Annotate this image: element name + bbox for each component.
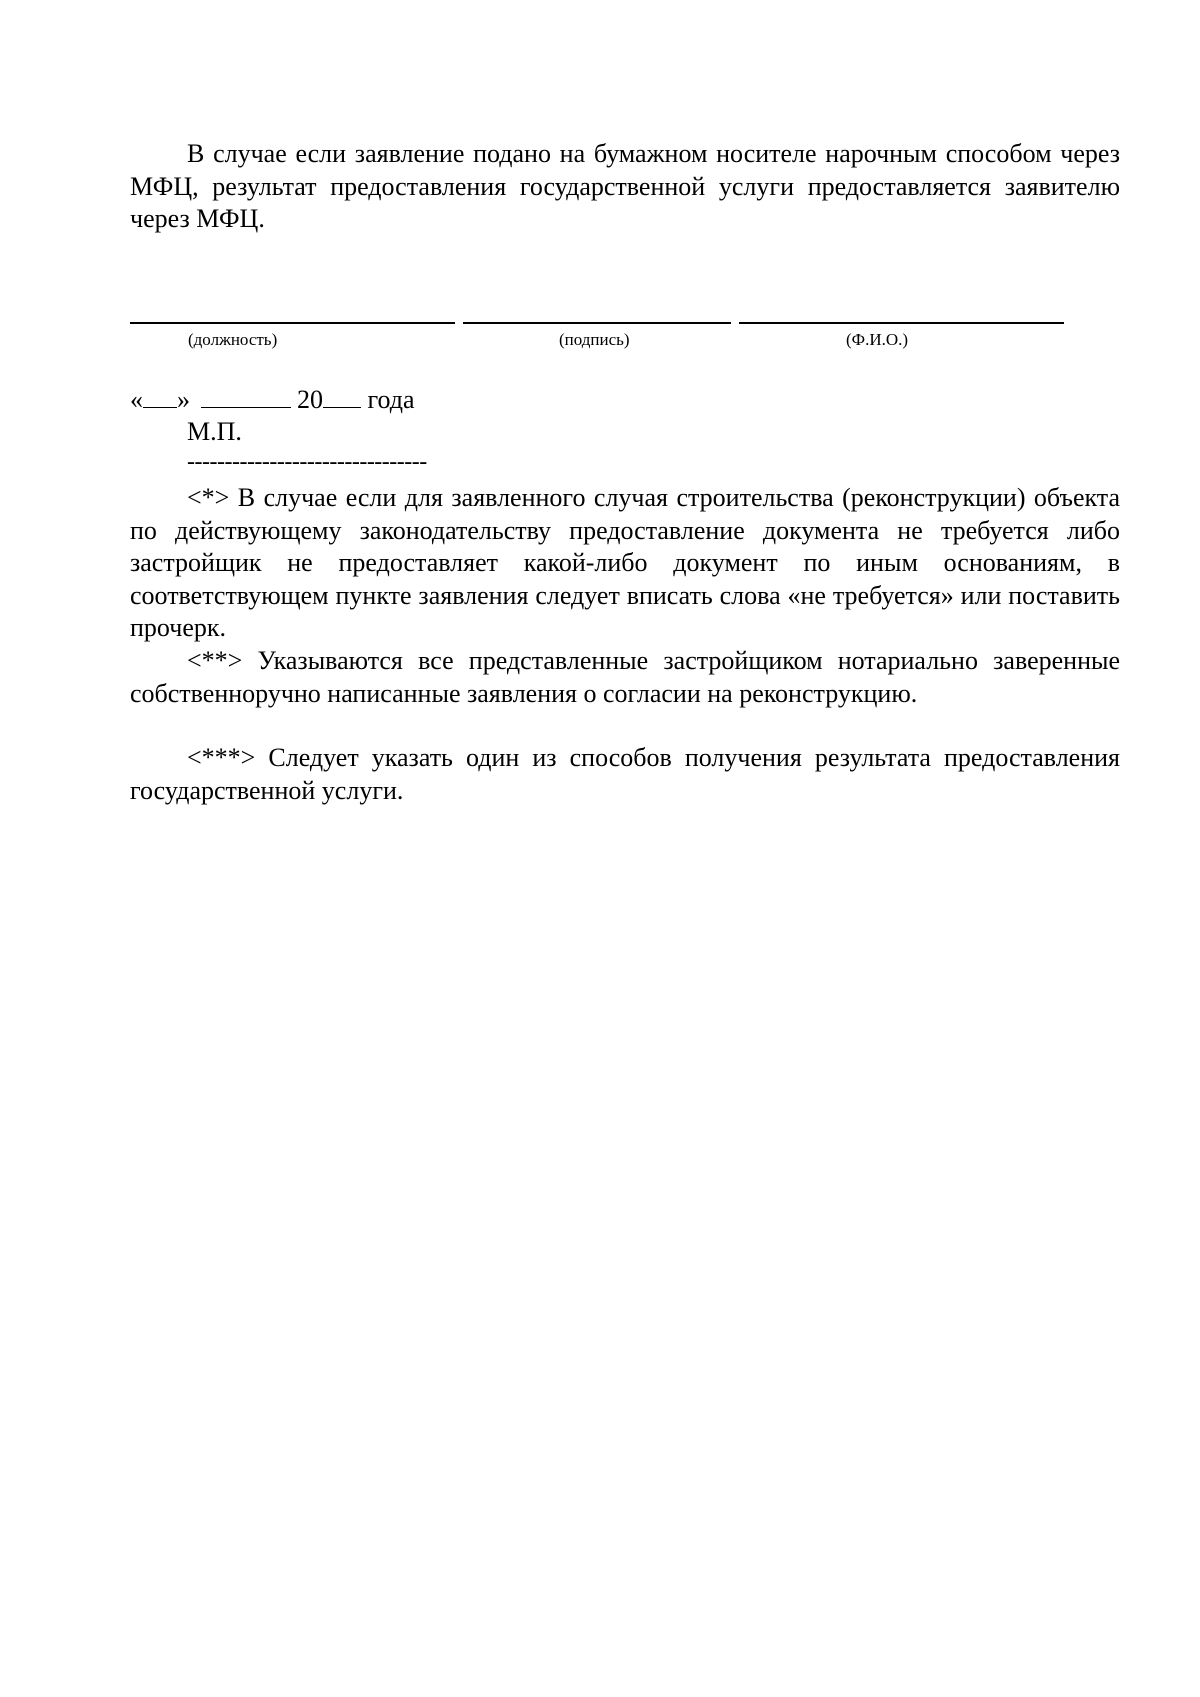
date-century: 20 (297, 385, 323, 414)
name-caption: (Ф.И.О.) (846, 330, 909, 349)
signature-caption: (подпись) (559, 330, 630, 349)
stamp-label: М.П. (187, 417, 242, 446)
date-open-quote: « (130, 385, 143, 414)
position-caption: (должность) (188, 330, 278, 349)
footnote-2: <**> Указываются все представленные застройщиком нотариально заверенные собственноручно написанные заявления о согласии на реконструкцию. (130, 646, 1120, 708)
date-close-quote: » (177, 385, 190, 414)
footnote-3: <***> Следует указать один из способов получения результата предоставления государственной услуги. (130, 743, 1120, 805)
footnote-separator: -------------------------------- (187, 449, 427, 475)
date-line (130, 384, 415, 416)
month-blank (201, 385, 291, 408)
position-line (130, 322, 455, 324)
day-blank (143, 385, 177, 408)
footnote-1: <*> В случае если для заявленного случая строительства (реконструкции) объекта по действующему законодательству предоставление документа не требуется либо застройщик не предоставляет какой-либо документ по иным основаниям, в соответствующем пункте заявления следует вписать слова «не требуется» или поставить прочерк. (130, 483, 1120, 642)
year-blank (323, 385, 361, 408)
date-year-word: года (367, 385, 415, 414)
intro-paragraph: В случае если заявление подано на бумажном носителе нарочным способом через МФЦ, результат предоставления государственной услуги предоставляется заявителю через МФЦ. (130, 139, 1120, 233)
signature-line (463, 322, 731, 324)
name-line (739, 322, 1064, 324)
